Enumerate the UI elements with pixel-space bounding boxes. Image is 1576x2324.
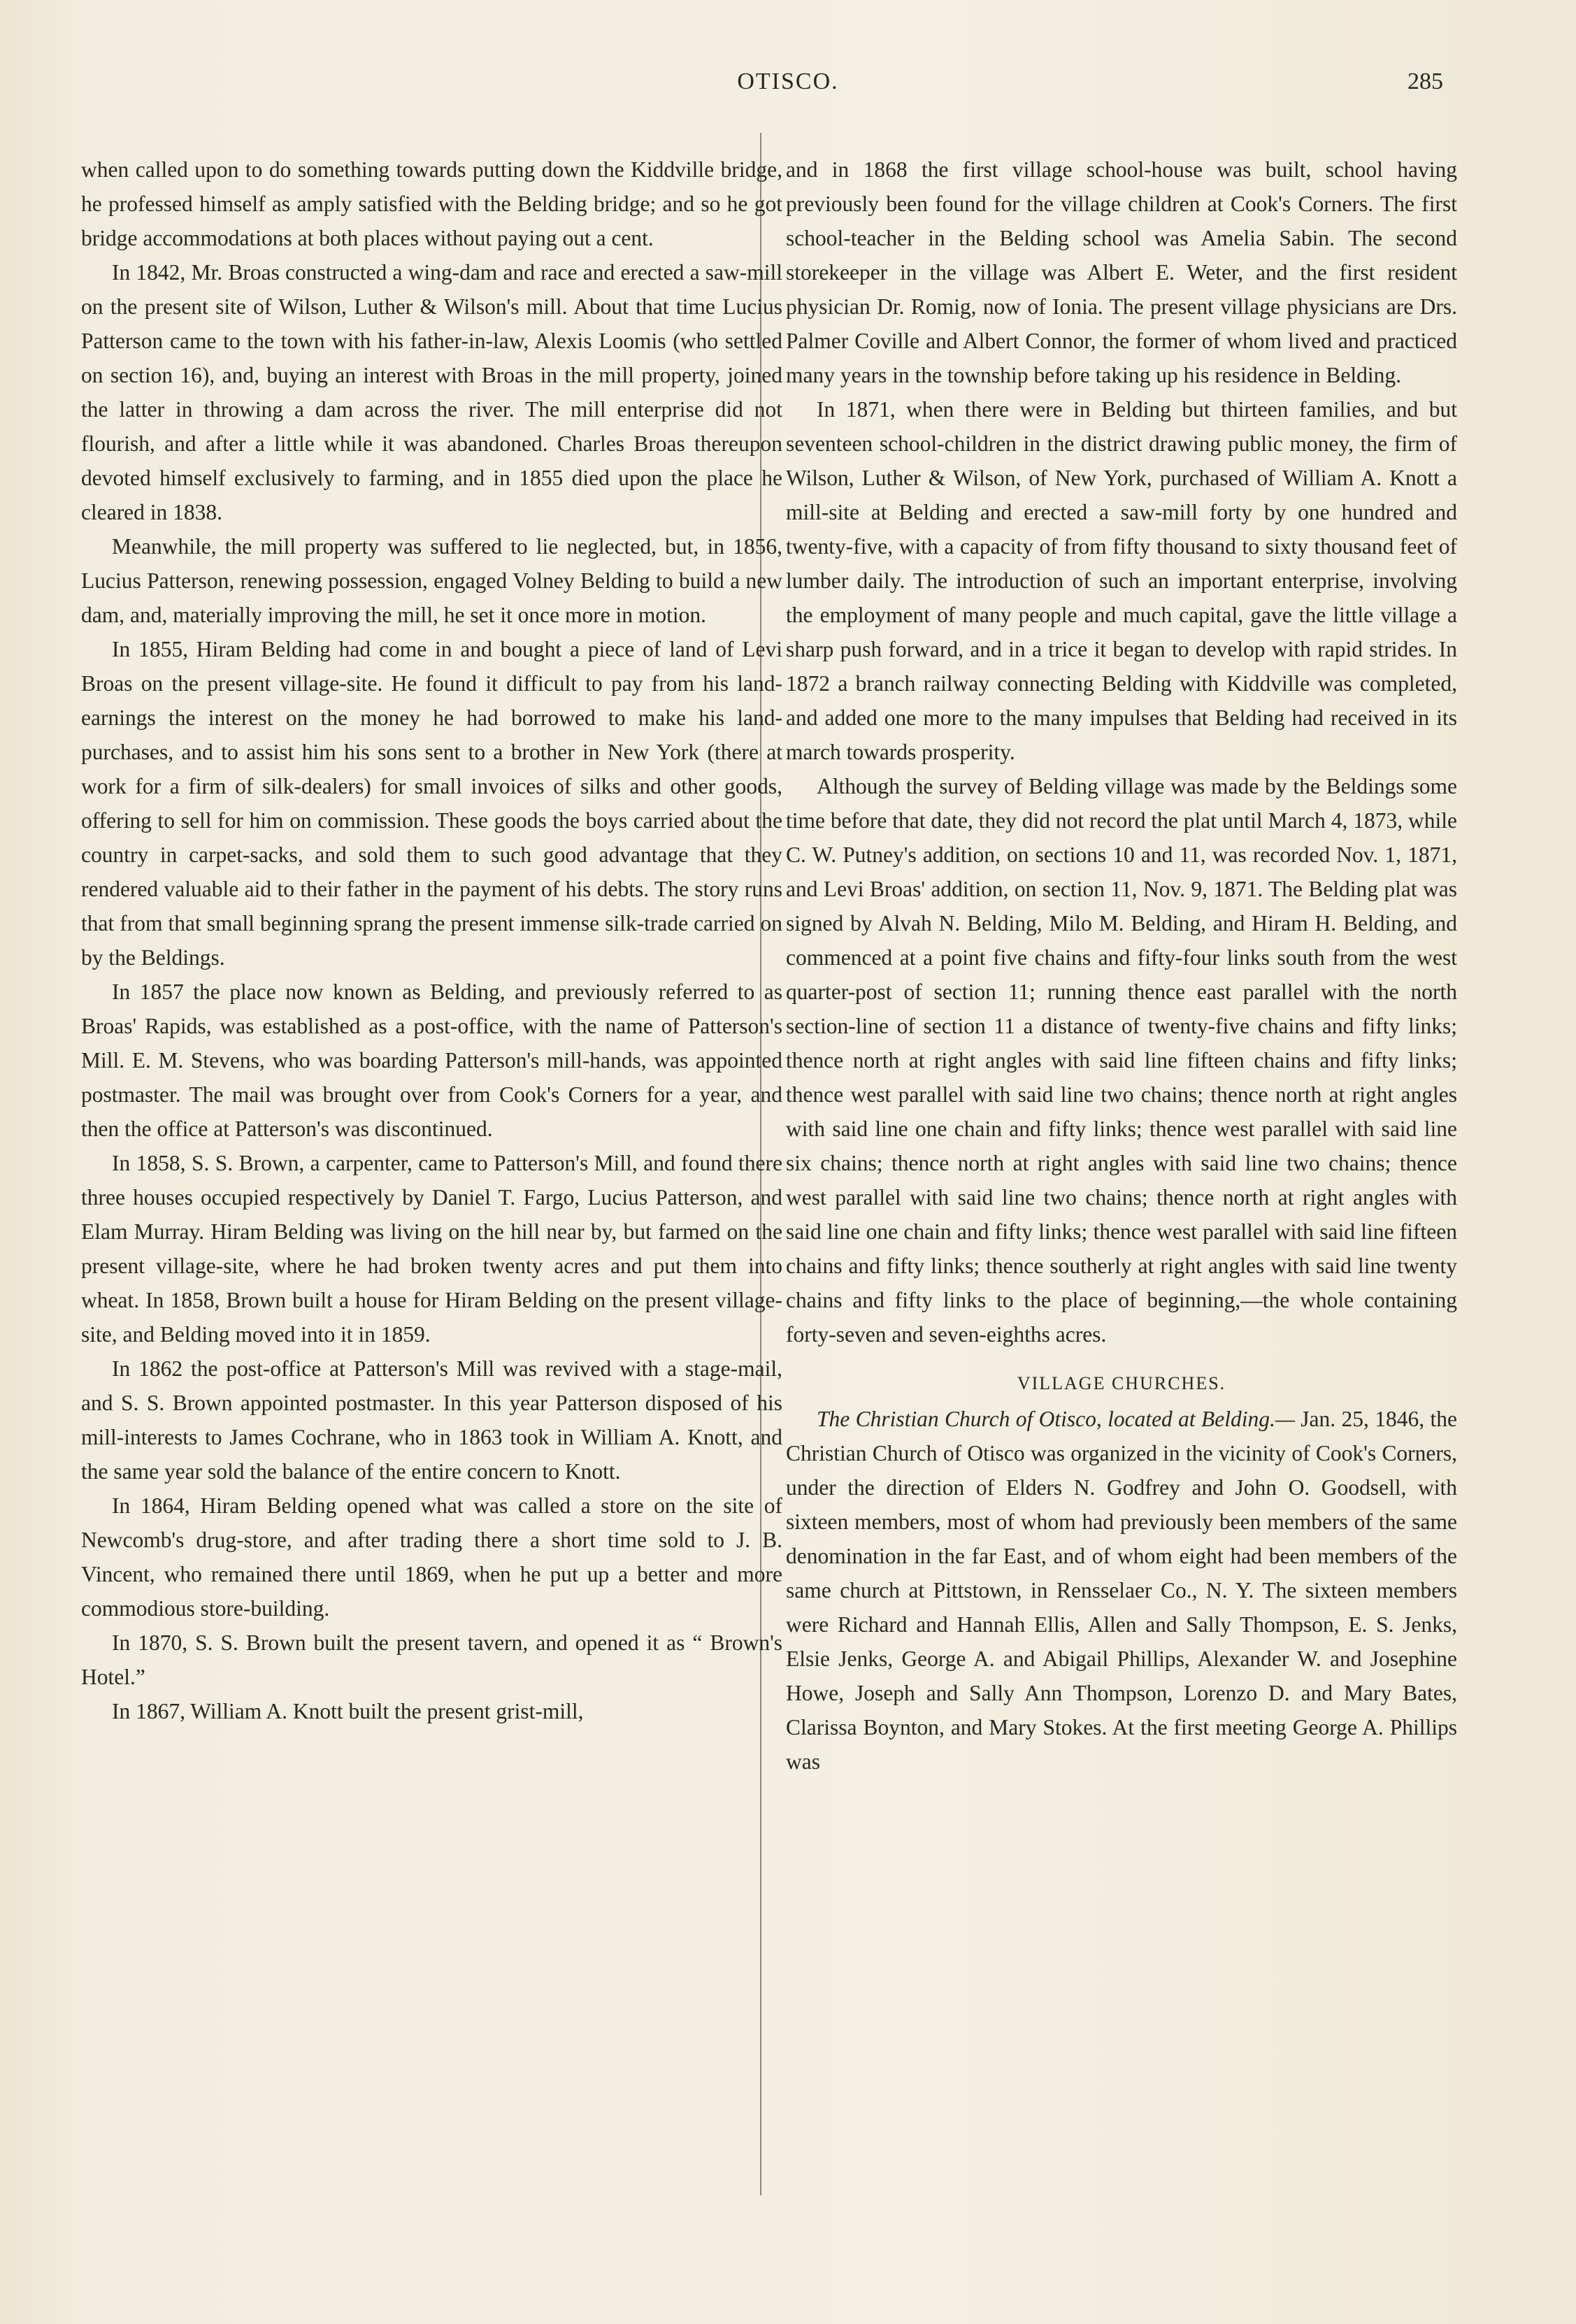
paragraph: Although the survey of Belding village was made by the Beldings some time before that date, they did not record the plat until March 4, 1873, while C. W. Putney's addition, on sections 10 and 11, was recorded Nov. 1, 1871, and Levi Broas' addition, on section 11, Nov. 9, 1871. The Belding plat was signed by Alvah N. Belding, Milo M. Belding, and Hiram H. Belding, and commenced at a point five chains and fifty-four links south from the west quarter-post of section 11; running thence east parallel with the north section-line of section 11 a distance of twenty-five chains and fifty links; thence north at right angles with said line fifteen chains and fifty links; thence west parallel with said line two chains; thence north at right angles with said line one chain and fifty links; thence west parallel with said line six chains; thence north at right angles with said line two chains; thence west parallel with said line two chains; thence north at right angles with said line one chain and fifty links; thence west parallel with said line fifteen chains and fifty links; thence southerly at right angles with said line twenty chains and fifty links to the place of beginning,—the whole containing forty-seven and seven-eighths acres. <box>786 774 1457 1347</box>
section-heading: VILLAGE CHURCHES. <box>1017 1373 1226 1393</box>
paragraph: In 1857 the place now known as Belding, and previously referred to as Broas' Rapids, was established as a post-office, with the name of Patterson's Mill. E. M. Stevens, who was boarding Patterson's mill-hands, was appointed postmaster. The mail was brought over from Cook's Corners for a year, and then the office at Patterson's was discontinued. <box>81 980 782 1141</box>
church-text: Jan. 25, 1846, the Christian Church of Otisco was organized in the vicinity of Cook's Corners, under the direction of Elders N. Godfrey and John O. Goodsell, with sixteen members, most of whom had previously been members of the same denomination in the far East, and of whom eight had been members of the same church at Pittstown, in Rensselaer Co., N. Y. The sixteen members were Richard and Hannah Ellis, Allen and Sally Thompson, E. S. Jenks, Elsie Jenks, George A. and Abigail Phillips, Alexander W. and Josephine Howe, Joseph and Sally Ann Thompson, Lorenzo D. and Mary Bates, Clarissa Boynton, and Mary Stokes. At the first meeting George A. Phillips was <box>786 1407 1457 1774</box>
right-column <box>786 152 1457 1779</box>
paragraph: when called upon to do something towards putting down the Kiddville bridge, he professed himself as amply satisfied with the Belding bridge; and so he got bridge accommodations at both places without paying out a cent. <box>81 157 782 250</box>
paragraph: In 1867, William A. Knott built the present grist-mill, <box>112 1699 584 1723</box>
paragraph: In 1870, S. S. Brown built the present tavern, and opened it as “ Brown's Hotel.” <box>81 1630 782 1689</box>
paragraph: In 1855, Hiram Belding had come in and bought a piece of land of Levi Broas on the present village-site. He found it difficult to pay from his land-earnings the interest on the money he had borrowed to make his land-purchases, and to assist him his sons sent to a brother in New York (there at work for a firm of silk-dealers) for small invoices of silks and other goods, offering to sell for him on commission. These goods the boys carried about the country in carpet-sacks, and sold them to such good advantage that they rendered valuable aid to their father in the payment of his debts. The story runs that from that small beginning sprang the present immense silk-trade carried on by the Beldings. <box>81 637 782 970</box>
running-head <box>0 69 1576 110</box>
paragraph: In 1862 the post-office at Patterson's Mill was revived with a stage-mail, and S. S. Brown appointed postmaster. In this year Patterson disposed of his mill-interests to James Cochrane, who in 1863 took in William A. Knott, and the same year sold the balance of the entire concern to Knott. <box>81 1356 782 1484</box>
paragraph: In 1864, Hiram Belding opened what was called a store on the site of Newcomb's drug-store, and after trading there a short time sold to J. B. Vincent, who remained there until 1869, when he put up a better and more commodious store-building. <box>81 1493 782 1621</box>
page-number: 285 <box>1407 69 1443 94</box>
left-column <box>81 152 782 1728</box>
paragraph: Meanwhile, the mill property was suffered to lie neglected, but, in 1856, Lucius Patterson, renewing possession, engaged Volney Belding to build a new dam, and, materially improving the mill, he set it once more in motion. <box>81 534 782 627</box>
church-paragraph <box>786 1402 1457 1779</box>
running-title: OTISCO. <box>737 69 839 94</box>
paragraph: In 1871, when there were in Belding but thirteen families, and but seventeen school-children in the district drawing public money, the firm of Wilson, Luther & Wilson, of New York, purchased of William A. Knott a mill-site at Belding and erected a saw-mill forty by one hundred and twenty-five, with a capacity of from fifty thousand to sixty thousand feet of lumber daily. The introduction of such an important enterprise, involving the employment of many people and much capital, gave the little village a sharp push forward, and in a trice it began to develop with rapid strides. In 1872 a branch railway connecting Belding with Kiddville was completed, and added one more to the many impulses that Belding had received in its march towards prosperity. <box>786 397 1457 764</box>
paragraph: and in 1868 the first village school-house was built, school having previously been found for the village children at Cook's Corners. The first school-teacher in the Belding school was Amelia Sabin. The second storekeeper in the village was Albert E. Weter, and the first resident physician Dr. Romig, now of Ionia. The present village physicians are Drs. Palmer Coville and Albert Connor, the former of whom lived and practiced many years in the township before taking up his residence in Belding. <box>786 157 1457 387</box>
church-lead: The Christian Church of Otisco, located at Belding.— <box>817 1407 1295 1431</box>
paragraph: In 1858, S. S. Brown, a carpenter, came to Patterson's Mill, and found there three houses occupied respectively by Daniel T. Fargo, Lucius Patterson, and Elam Murray. Hiram Belding was living on the hill near by, but farmed on the present village-site, where he had broken twenty acres and put them into wheat. In 1858, Brown built a house for Hiram Belding on the present village-site, and Belding moved into it in 1859. <box>81 1151 782 1347</box>
paragraph: In 1842, Mr. Broas constructed a wing-dam and race and erected a saw-mill on the present site of Wilson, Luther & Wilson's mill. About that time Lucius Patterson came to the town with his father-in-law, Alexis Loomis (who settled on section 16), and, buying an interest with Broas in the mill property, joined the latter in throwing a dam across the river. The mill enterprise did not flourish, and after a little while it was abandoned. Charles Broas thereupon devoted himself exclusively to farming, and in 1855 died upon the place he cleared in 1838. <box>81 260 782 524</box>
